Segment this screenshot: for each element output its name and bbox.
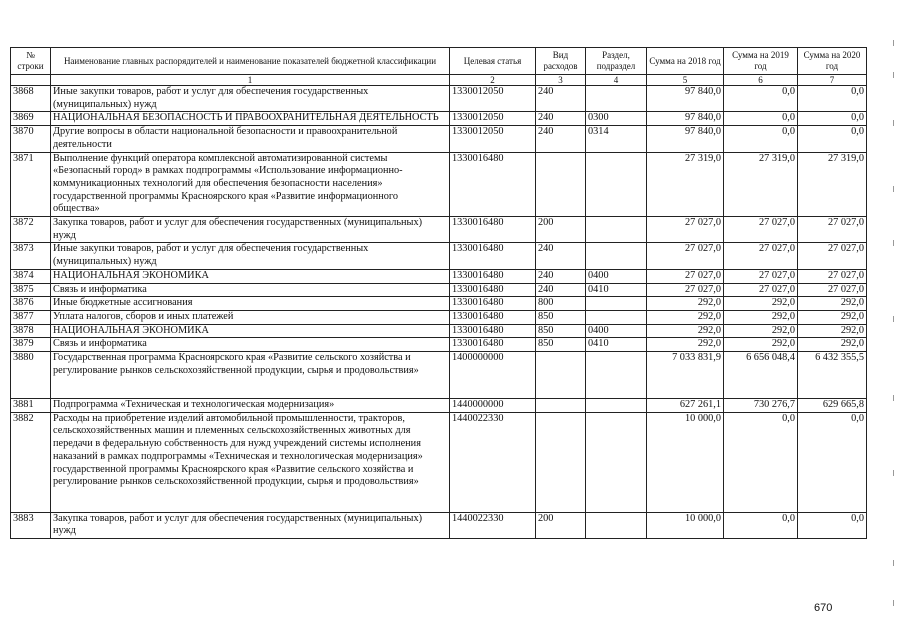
- row-number: 3881: [11, 399, 51, 413]
- row-name: НАЦИОНАЛЬНАЯ БЕЗОПАСНОСТЬ И ПРАВООХРАНИТЕЛЬНАЯ ДЕЯТЕЛЬНОСТЬ: [51, 112, 450, 126]
- table-row: [11, 269, 867, 283]
- row-sum-2020: 0,0: [798, 86, 867, 112]
- row-number: 3882: [11, 412, 51, 512]
- row-expense-type: 240: [536, 126, 586, 152]
- row-target-article: 1440022330: [450, 412, 536, 512]
- table-body: [11, 86, 867, 539]
- header-sum-2020: Сумма на 2020 год: [798, 48, 867, 75]
- row-sum-2020: 27 027,0: [798, 243, 867, 269]
- row-section: [586, 399, 647, 413]
- row-sum-2018: 292,0: [647, 310, 724, 324]
- row-sum-2018: 27 027,0: [647, 269, 724, 283]
- row-sum-2019: 292,0: [724, 297, 798, 311]
- table-row: [11, 126, 867, 152]
- row-section: [586, 352, 647, 399]
- row-target-article: 1330012050: [450, 86, 536, 112]
- row-sum-2020: 6 432 355,5: [798, 352, 867, 399]
- page-number: 670: [814, 602, 833, 614]
- row-name: Иные бюджетные ассигнования: [51, 297, 450, 311]
- table-row: [11, 412, 867, 512]
- row-name: Иные закупки товаров, работ и услуг для обеспечения государственных (муниципальных) нужд: [51, 243, 450, 269]
- row-expense-type: 240: [536, 283, 586, 297]
- row-number: 3870: [11, 126, 51, 152]
- row-expense-type: 850: [536, 324, 586, 338]
- row-expense-type: 240: [536, 112, 586, 126]
- row-target-article: 1330016480: [450, 269, 536, 283]
- column-number: 4: [586, 75, 647, 86]
- row-sum-2018: 97 840,0: [647, 126, 724, 152]
- row-sum-2020: 0,0: [798, 126, 867, 152]
- row-target-article: 1330016480: [450, 338, 536, 352]
- row-number: 3873: [11, 243, 51, 269]
- row-section: 0400: [586, 269, 647, 283]
- row-sum-2019: 730 276,7: [724, 399, 798, 413]
- row-number: 3883: [11, 512, 51, 538]
- row-number: 3871: [11, 152, 51, 217]
- row-number: 3868: [11, 86, 51, 112]
- row-name: Связь и информатика: [51, 283, 450, 297]
- row-number: 3877: [11, 310, 51, 324]
- row-sum-2020: 0,0: [798, 112, 867, 126]
- row-sum-2019: 292,0: [724, 324, 798, 338]
- table-row: [11, 283, 867, 297]
- row-sum-2020: 27 027,0: [798, 217, 867, 243]
- row-sum-2018: 10 000,0: [647, 412, 724, 512]
- row-sum-2020: 0,0: [798, 412, 867, 512]
- table-header-row: [11, 48, 867, 75]
- row-target-article: 1330016480: [450, 324, 536, 338]
- row-sum-2020: 27 319,0: [798, 152, 867, 217]
- row-name: Иные закупки товаров, работ и услуг для обеспечения государственных (муниципальных) нужд: [51, 86, 450, 112]
- row-expense-type: [536, 399, 586, 413]
- column-number: 3: [536, 75, 586, 86]
- row-sum-2020: 292,0: [798, 338, 867, 352]
- row-sum-2019: 6 656 048,4: [724, 352, 798, 399]
- table-row: [11, 297, 867, 311]
- row-sum-2019: 27 027,0: [724, 269, 798, 283]
- table-row: [11, 399, 867, 413]
- row-sum-2018: 7 033 831,9: [647, 352, 724, 399]
- row-sum-2020: 292,0: [798, 297, 867, 311]
- row-name: Другие вопросы в области национальной безопасности и правоохранительной деятельности: [51, 126, 450, 152]
- row-sum-2019: 0,0: [724, 412, 798, 512]
- row-expense-type: 850: [536, 338, 586, 352]
- table-row: [11, 217, 867, 243]
- row-sum-2019: 0,0: [724, 126, 798, 152]
- row-target-article: 1330016480: [450, 152, 536, 217]
- row-target-article: 1330016480: [450, 243, 536, 269]
- row-section: 0300: [586, 112, 647, 126]
- row-sum-2018: 27 319,0: [647, 152, 724, 217]
- column-number: 7: [798, 75, 867, 86]
- row-sum-2018: 97 840,0: [647, 86, 724, 112]
- header-name: Наименование главных распорядителей и наименование показателей бюджетной классификации: [51, 48, 450, 75]
- row-sum-2019: 0,0: [724, 512, 798, 538]
- row-number: 3869: [11, 112, 51, 126]
- row-sum-2020: 0,0: [798, 512, 867, 538]
- row-target-article: 1330016480: [450, 283, 536, 297]
- row-number: 3878: [11, 324, 51, 338]
- row-sum-2020: 292,0: [798, 310, 867, 324]
- column-number: [11, 75, 51, 86]
- row-section: 0400: [586, 324, 647, 338]
- row-expense-type: 240: [536, 86, 586, 112]
- table-row: [11, 152, 867, 217]
- row-sum-2018: 27 027,0: [647, 243, 724, 269]
- row-target-article: 1440022330: [450, 512, 536, 538]
- row-sum-2019: 27 319,0: [724, 152, 798, 217]
- row-sum-2018: 27 027,0: [647, 217, 724, 243]
- row-section: [586, 243, 647, 269]
- row-section: 0410: [586, 283, 647, 297]
- header-row-no: № строки: [11, 48, 51, 75]
- row-name: НАЦИОНАЛЬНАЯ ЭКОНОМИКА: [51, 269, 450, 283]
- column-number: 1: [51, 75, 450, 86]
- row-target-article: 1440000000: [450, 399, 536, 413]
- row-target-article: 1330012050: [450, 126, 536, 152]
- table-row: [11, 112, 867, 126]
- row-number: 3875: [11, 283, 51, 297]
- row-sum-2018: 292,0: [647, 297, 724, 311]
- row-name: Государственная программа Красноярского края «Развитие сельского хозяйства и регулирование рынков сельскохозяйственной продукции, сырья и продовольствия»: [51, 352, 450, 399]
- row-sum-2018: 292,0: [647, 338, 724, 352]
- row-expense-type: [536, 412, 586, 512]
- row-sum-2019: 27 027,0: [724, 283, 798, 297]
- table-row: [11, 243, 867, 269]
- row-expense-type: 240: [536, 243, 586, 269]
- row-sum-2018: 10 000,0: [647, 512, 724, 538]
- row-sum-2019: 27 027,0: [724, 217, 798, 243]
- row-expense-type: 200: [536, 512, 586, 538]
- row-sum-2020: 292,0: [798, 324, 867, 338]
- row-name: Подпрограмма «Техническая и технологическая модернизация»: [51, 399, 450, 413]
- row-sum-2019: 0,0: [724, 86, 798, 112]
- row-number: 3876: [11, 297, 51, 311]
- row-name: Закупка товаров, работ и услуг для обеспечения государственных (муниципальных) нужд: [51, 217, 450, 243]
- row-expense-type: 800: [536, 297, 586, 311]
- row-name: Уплата налогов, сборов и иных платежей: [51, 310, 450, 324]
- row-target-article: 1330016480: [450, 297, 536, 311]
- row-number: 3874: [11, 269, 51, 283]
- row-section: 0410: [586, 338, 647, 352]
- row-sum-2019: 27 027,0: [724, 243, 798, 269]
- row-sum-2018: 97 840,0: [647, 112, 724, 126]
- column-number: 5: [647, 75, 724, 86]
- header-expense-type: Вид расходов: [536, 48, 586, 75]
- row-sum-2020: 27 027,0: [798, 283, 867, 297]
- table-row: [11, 352, 867, 399]
- header-section: Раздел, подраздел: [586, 48, 647, 75]
- row-target-article: 1330012050: [450, 112, 536, 126]
- row-sum-2018: 27 027,0: [647, 283, 724, 297]
- row-name: Закупка товаров, работ и услуг для обеспечения государственных (муниципальных) нужд: [51, 512, 450, 538]
- row-number: 3872: [11, 217, 51, 243]
- row-section: [586, 152, 647, 217]
- row-name: Выполнение функций оператора комплексной автоматизированной системы «Безопасный город» в рамках подпрограммы «Использование информационно-коммуникационных технологий для обеспечения безопасности населения» государственной программы Красноярского края «Развитие информационного общества»: [51, 152, 450, 217]
- row-sum-2019: 0,0: [724, 112, 798, 126]
- row-sum-2019: 292,0: [724, 338, 798, 352]
- header-sum-2019: Сумма на 2019 год: [724, 48, 798, 75]
- row-expense-type: 200: [536, 217, 586, 243]
- row-name: НАЦИОНАЛЬНАЯ ЭКОНОМИКА: [51, 324, 450, 338]
- row-sum-2018: 627 261,1: [647, 399, 724, 413]
- table-row: [11, 512, 867, 538]
- scan-edge-marks: [890, 0, 898, 640]
- row-section: [586, 86, 647, 112]
- row-expense-type: [536, 152, 586, 217]
- row-section: [586, 412, 647, 512]
- row-expense-type: [536, 352, 586, 399]
- row-sum-2020: 27 027,0: [798, 269, 867, 283]
- row-name: Расходы на приобретение изделий автомобильной промышленности, тракторов, сельскохозяйственных машин и племенных сельскохозяйственных животных для передачи в федеральную собственность для нужд учреждений системы исполнения наказаний в рамках подпрограммы «Техническая и технологическая модернизация» государственной программы Красноярского края «Развитие сельского хозяйства и регулирование рынков сельскохозяйственной продукции, сырья и продовольствия»: [51, 412, 450, 512]
- column-number: 6: [724, 75, 798, 86]
- row-expense-type: 850: [536, 310, 586, 324]
- row-target-article: 1330016480: [450, 310, 536, 324]
- row-target-article: 1400000000: [450, 352, 536, 399]
- row-name: Связь и информатика: [51, 338, 450, 352]
- header-sum-2018: Сумма на 2018 год: [647, 48, 724, 75]
- table-row: [11, 310, 867, 324]
- row-sum-2019: 292,0: [724, 310, 798, 324]
- row-section: [586, 310, 647, 324]
- row-sum-2018: 292,0: [647, 324, 724, 338]
- row-number: 3879: [11, 338, 51, 352]
- row-section: [586, 297, 647, 311]
- table-row: [11, 86, 867, 112]
- row-number: 3880: [11, 352, 51, 399]
- table-row: [11, 324, 867, 338]
- column-number-row: [11, 75, 867, 86]
- row-target-article: 1330016480: [450, 217, 536, 243]
- row-sum-2020: 629 665,8: [798, 399, 867, 413]
- row-expense-type: 240: [536, 269, 586, 283]
- row-section: [586, 217, 647, 243]
- budget-table: [10, 47, 867, 539]
- row-section: [586, 512, 647, 538]
- header-target-article: Целевая статья: [450, 48, 536, 75]
- row-section: 0314: [586, 126, 647, 152]
- column-number: 2: [450, 75, 536, 86]
- table-row: [11, 338, 867, 352]
